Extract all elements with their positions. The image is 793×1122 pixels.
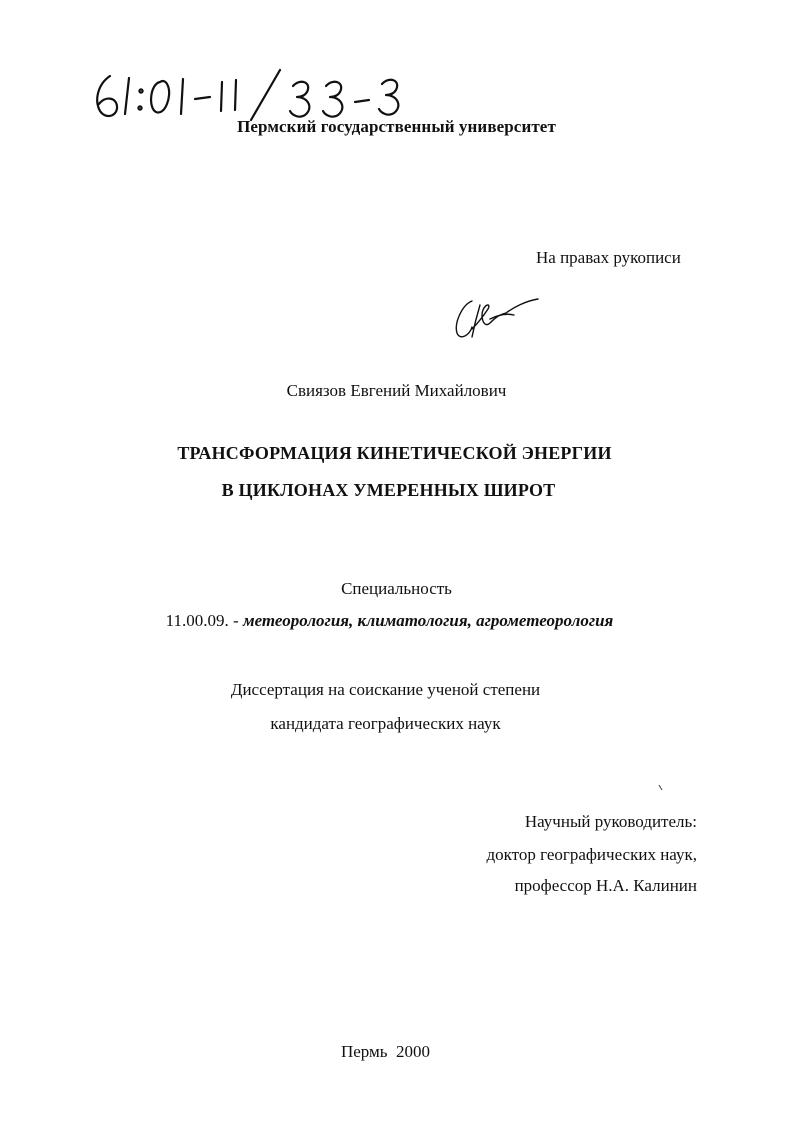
supervisor-heading: Научный руководитель: — [524, 812, 697, 831]
dissertation-degree-line-2: кандидата географических наук — [270, 714, 501, 733]
dissertation-title-line-1: ТРАНСФОРМАЦИЯ КИНЕТИЧЕСКОЙ ЭНЕРГИИ — [177, 443, 612, 463]
signature-icon — [446, 289, 542, 345]
dissertation-title-line-2: В ЦИКЛОНАХ УМЕРЕННЫХ ШИРОТ — [221, 480, 556, 500]
manuscript-rights-notice: На правах рукописи — [536, 248, 681, 267]
university-name: Пермский государственный университет — [237, 117, 556, 136]
place-and-year: Пермь 2000 — [340, 1042, 431, 1061]
supervisor-name: профессор Н.А. Калинин — [514, 876, 697, 895]
dissertation-degree-line-1: Диссертация на соискание ученой степени — [230, 680, 541, 699]
specialty-label: Специальность — [341, 579, 452, 598]
scan-speck-icon — [658, 784, 664, 792]
specialty-code: 11.00.09. - — [165, 611, 243, 630]
specialty-name: метеорология, климатология, агрометеорология — [242, 611, 614, 630]
specialty-line — [0, 611, 786, 631]
author-name: Свиязов Евгений Михайлович — [286, 381, 507, 400]
supervisor-degree: доктор географических наук, — [486, 845, 697, 864]
signature — [446, 289, 542, 345]
